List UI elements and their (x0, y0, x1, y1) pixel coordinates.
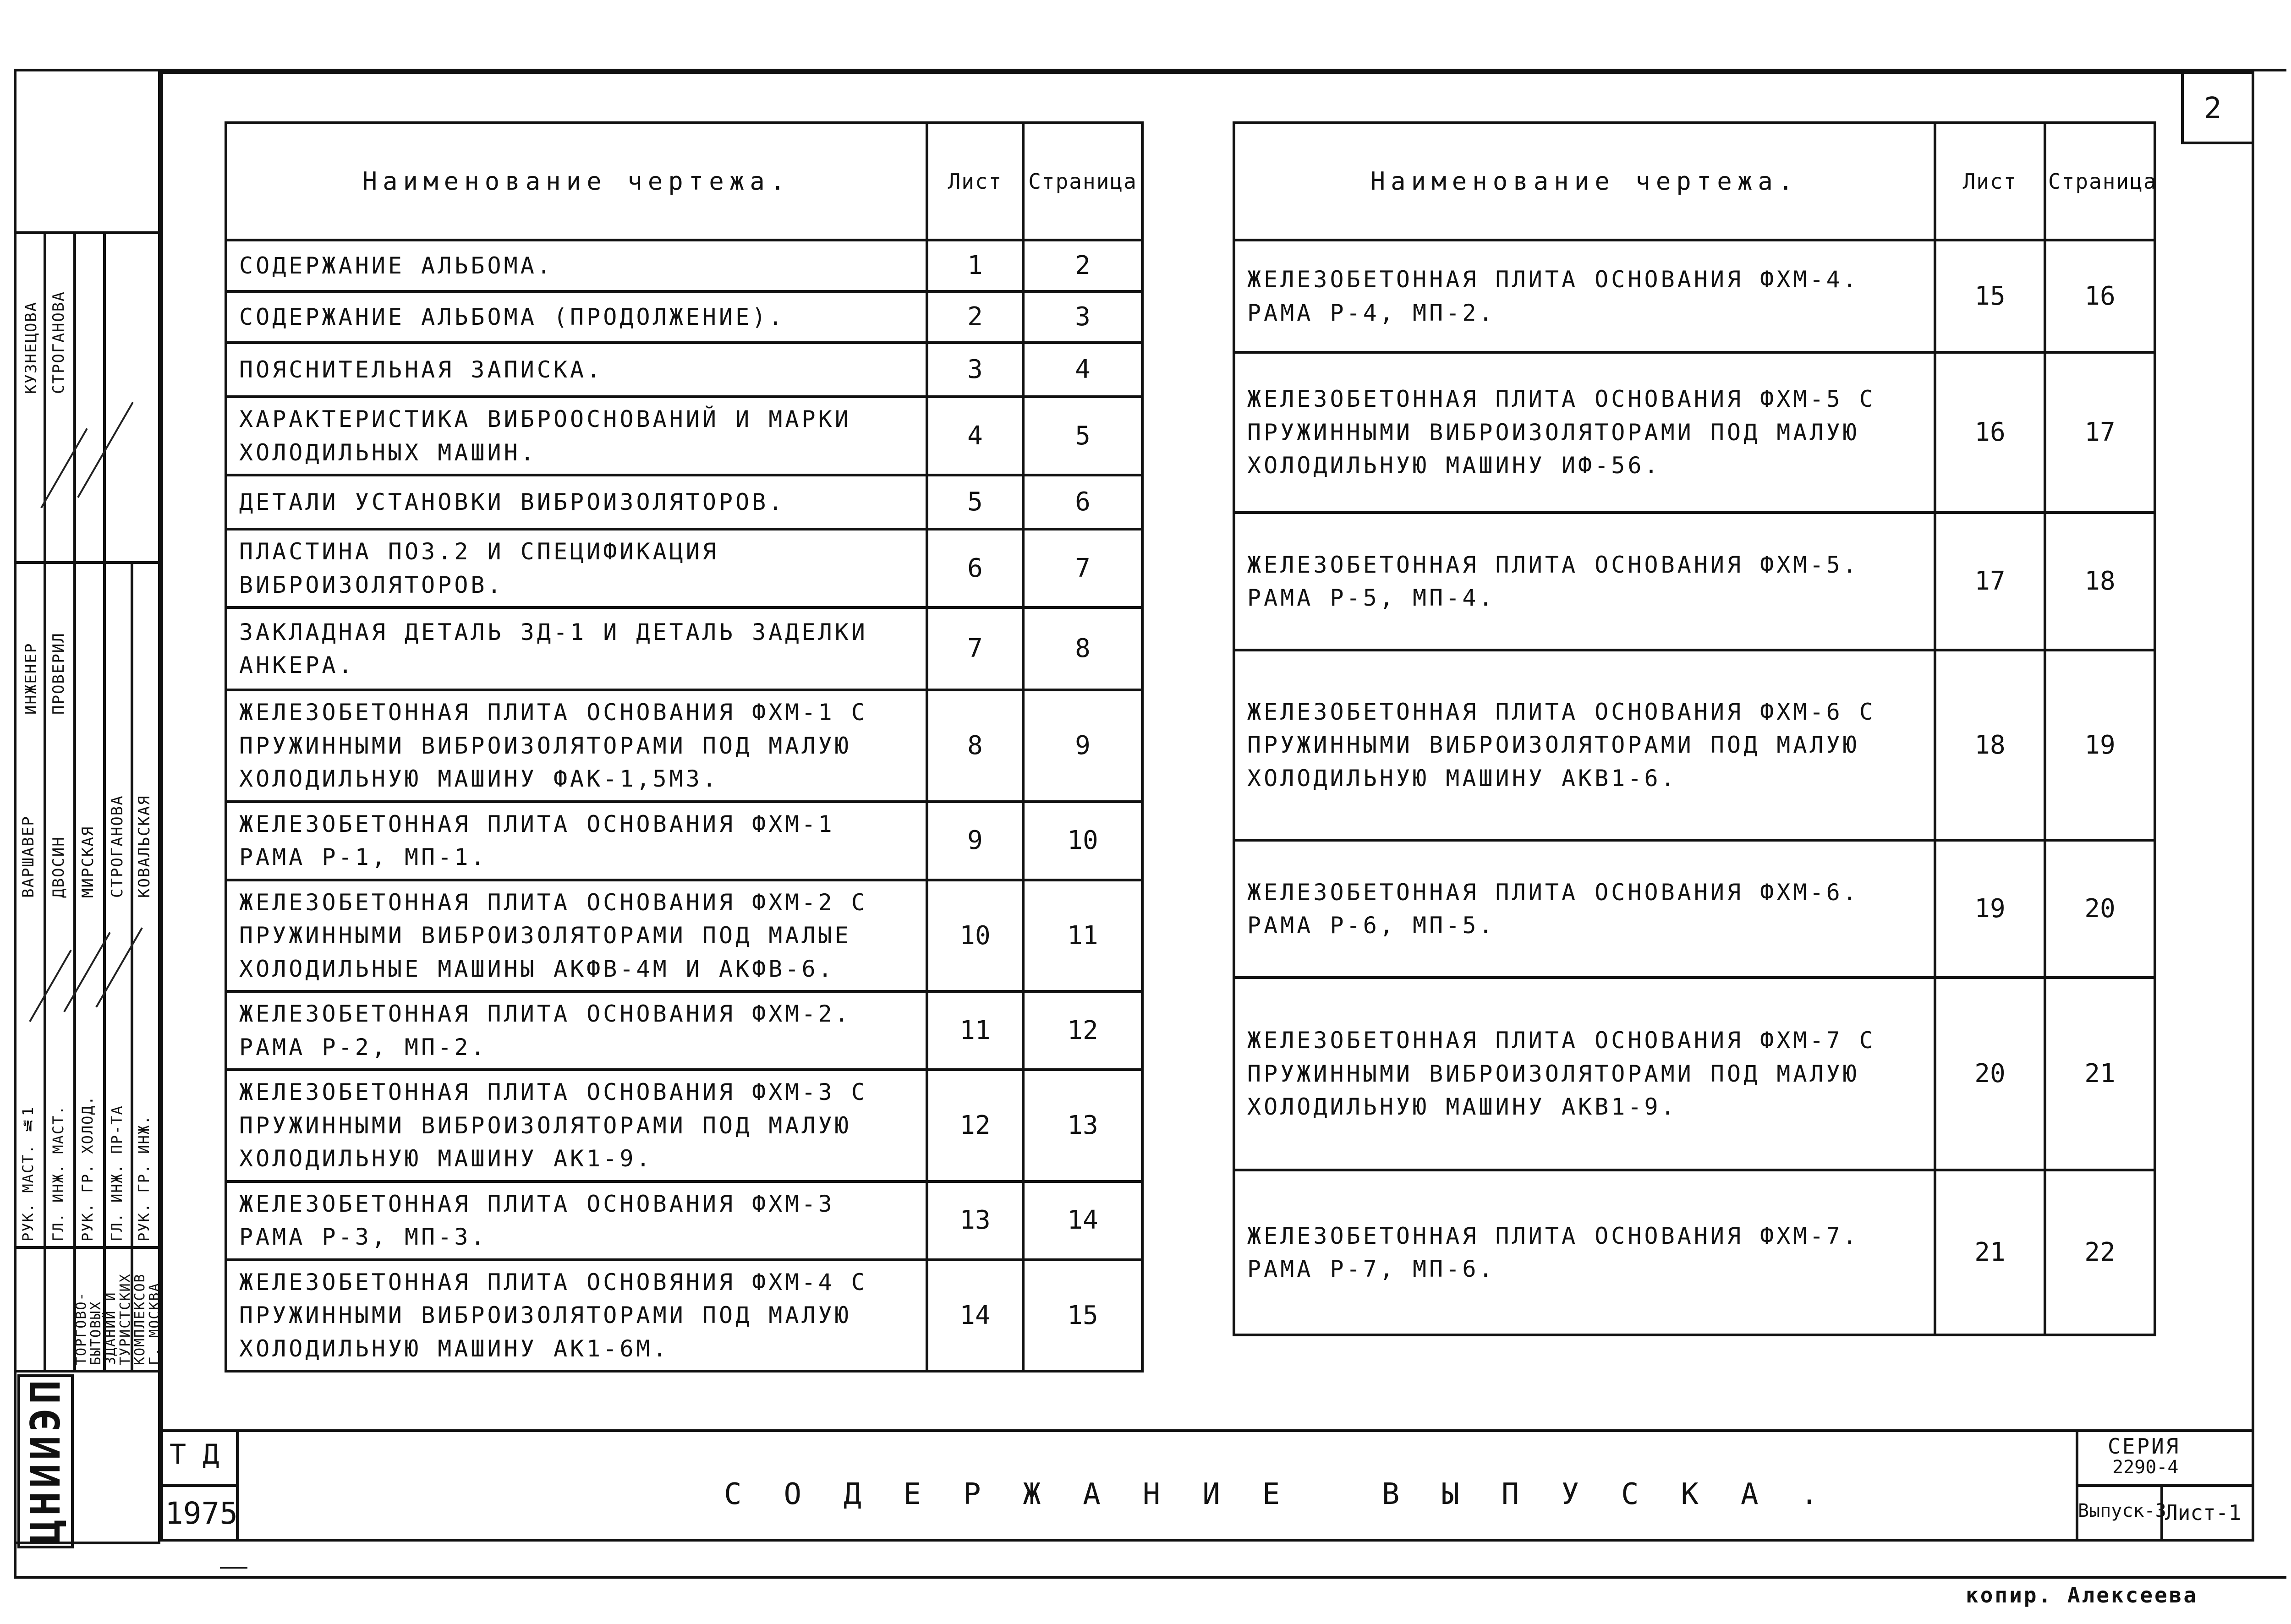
row-name: ЖЕЛЕЗОБЕТОННАЯ ПЛИТА ОСНОВАНИЯ ФХМ-2. РАМА Р-2, МП-2. (226, 991, 927, 1070)
table-row (226, 1260, 1142, 1372)
table-row (226, 529, 1142, 607)
row-page: 21 (2045, 978, 2155, 1170)
row-sheet: 4 (927, 397, 1023, 475)
sheet-label: Лист-1 (2165, 1500, 2242, 1525)
row-page: 5 (1023, 397, 1142, 475)
row-sheet: 12 (927, 1070, 1023, 1181)
row-sheet: 19 (1935, 840, 2045, 978)
table-header-row (226, 123, 1142, 240)
org-line-1: ТОРГОВО- (73, 1291, 89, 1365)
row-sheet: 18 (1935, 650, 2045, 840)
stamp-upper-name-1: КУЗНЕЦОВА (22, 301, 40, 394)
header-name: Наименование чертежа. (1234, 123, 1935, 240)
stamp-name-1: ВАРШАВЕР (19, 815, 38, 898)
drawing-title: СОДЕРЖАНИЕ ВЫПУСКА. (724, 1477, 1861, 1511)
stamp-sep-upper (14, 231, 160, 234)
td-label: Т Д (170, 1438, 219, 1471)
table-row (226, 1181, 1142, 1260)
stamp-name-3: МИРСКАЯ (79, 826, 97, 898)
stamp-col-4 (131, 561, 133, 1370)
stamp-role-2: ГЛ. ИНЖ. МАСТ. (49, 1105, 67, 1241)
year: 1975 (165, 1496, 238, 1531)
row-sheet: 2 (927, 291, 1023, 343)
series-label: СЕРИЯ (2108, 1434, 2181, 1459)
table-row (226, 880, 1142, 992)
row-sheet: 17 (1935, 513, 2045, 650)
stamp-sep-lower (14, 1246, 160, 1249)
title-block-top (160, 1429, 2254, 1432)
copy-note: копир. Алексеева (1966, 1583, 2198, 1608)
org-line-3: ЗДАНИЙ И (103, 1291, 119, 1365)
row-name: ЖЕЛЕЗОБЕТОННАЯ ПЛИТА ОСНОВАНИЯ ФХМ-1 РАМА Р-1, МП-1. (226, 802, 927, 880)
table-header-row (1234, 123, 2155, 240)
row-name: ЖЕЛЕЗОБЕТОННАЯ ПЛИТА ОСНОВАНИЯ ФХМ-1 С ПРУЖИННЫМИ ВИБРОИЗОЛЯТОРАМИ ПОД МАЛУЮ ХОЛОДИЛЬНУЮ МАШИНУ ФАК-1,5М3. (226, 690, 927, 802)
table-row (1234, 1170, 2155, 1335)
row-sheet: 9 (927, 802, 1023, 880)
row-sheet: 1 (927, 240, 1023, 291)
row-name: ЖЕЛЕЗОБЕТОННАЯ ПЛИТА ОСНОВАНИЯ ФХМ-3 РАМА Р-3, МП-3. (226, 1181, 927, 1260)
stamp-role-5: РУК. ГР. ИНЖ. (135, 1115, 153, 1241)
row-page: 10 (1023, 802, 1142, 880)
row-name: ЖЕЛЕЗОБЕТОННАЯ ПЛИТА ОСНОВЯНИЯ ФХМ-4 С ПРУЖИННЫМИ ВИБРОИЗОЛЯТОРАМИ ПОД МАЛУЮ ХОЛОДИЛЬНУЮ МАШИНУ АК1-6М. (226, 1260, 927, 1372)
stamp-name-4: СТРОГАНОВА (108, 795, 126, 898)
row-page: 16 (2045, 240, 2155, 352)
stamp-upper-role-2: ПРОВЕРИЛ (49, 632, 68, 715)
table-row (226, 991, 1142, 1070)
table-row (1234, 978, 2155, 1170)
row-sheet: 10 (927, 880, 1023, 992)
row-sheet: 8 (927, 690, 1023, 802)
row-page: 11 (1023, 880, 1142, 992)
row-name: ПЛАСТИНА ПОЗ.2 И СПЕЦИФИКАЦИЯ ВИБРОИЗОЛЯТОРОВ. (226, 529, 927, 607)
series-value: 2290-4 (2112, 1457, 2179, 1478)
header-page: Страница (2045, 123, 2155, 240)
row-page: 9 (1023, 690, 1142, 802)
stamp-role-4: ГЛ. ИНЖ. ПР-ТА (108, 1105, 126, 1241)
stamp-upper-name-2: СТРОГАНОВА (49, 291, 68, 394)
sheet-number: 2 (2204, 92, 2222, 126)
row-name: ХАРАКТЕРИСТИКА ВИБРООСНОВАНИЙ И МАРКИ ХОЛОДИЛЬНЫХ МАШИН. (226, 397, 927, 475)
row-sheet: 16 (1935, 352, 2045, 513)
table-row (1234, 513, 2155, 650)
title-block-mid-left (160, 1484, 238, 1487)
stamp-role-3: РУК. ГР. ХОЛОД. (79, 1095, 96, 1241)
row-page: 15 (1023, 1260, 1142, 1372)
stamp-name-2: ДВОСИН (49, 836, 68, 898)
table-row (226, 802, 1142, 880)
signature-5 (95, 927, 143, 1007)
org-line-6: Г. МОСКВА (147, 1282, 163, 1365)
header-name: Наименование чертежа. (226, 123, 927, 240)
row-sheet: 3 (927, 343, 1023, 397)
org-line-5: КОМПЛЕКСОВ (132, 1273, 148, 1365)
table-row (226, 607, 1142, 690)
table-row (226, 690, 1142, 802)
row-sheet: 11 (927, 991, 1023, 1070)
title-block-mid-right (2076, 1484, 2254, 1487)
table-row (1234, 240, 2155, 352)
stamp-col-3 (103, 231, 106, 1370)
row-name: СОДЕРЖАНИЕ АЛЬБОМА (ПРОДОЛЖЕНИЕ). (226, 291, 927, 343)
org-logo: ЦНИИЭП (17, 1374, 74, 1548)
table-row (1234, 840, 2155, 978)
signature-1 (40, 428, 88, 508)
row-page: 19 (2045, 650, 2155, 840)
table-row (226, 475, 1142, 529)
table-row (226, 397, 1142, 475)
row-name: ЖЕЛЕЗОБЕТОННАЯ ПЛИТА ОСНОВАНИЯ ФХМ-5 С ПРУЖИННЫМИ ВИБРОИЗОЛЯТОРАМИ ПОД МАЛУЮ ХОЛОДИЛЬНУЮ МАШИНУ ИФ-56. (1234, 352, 1935, 513)
row-page: 14 (1023, 1181, 1142, 1260)
row-page: 17 (2045, 352, 2155, 513)
issue-label: Выпуск-3 (2078, 1500, 2166, 1521)
table-row (1234, 352, 2155, 513)
row-sheet: 7 (927, 607, 1023, 690)
stamp-upper-role-1: ИНЖЕНЕР (22, 642, 40, 715)
row-sheet: 15 (1935, 240, 2045, 352)
row-page: 8 (1023, 607, 1142, 690)
stamp-sep-logo (14, 1370, 160, 1372)
row-page: 22 (2045, 1170, 2155, 1335)
table-row (226, 240, 1142, 291)
row-name: ЖЕЛЕЗОБЕТОННАЯ ПЛИТА ОСНОВАНИЯ ФХМ-7. РАМА Р-7, МП-6. (1234, 1170, 1935, 1335)
header-sheet: Лист (1935, 123, 2045, 240)
row-name: ЗАКЛАДНАЯ ДЕТАЛЬ ЗД-1 И ДЕТАЛЬ ЗАДЕЛКИ АНКЕРА. (226, 607, 927, 690)
row-page: 13 (1023, 1070, 1142, 1181)
row-sheet: 20 (1935, 978, 2045, 1170)
row-page: 3 (1023, 291, 1142, 343)
row-page: 4 (1023, 343, 1142, 397)
stamp-sep-mid (14, 561, 160, 564)
left-border (14, 69, 16, 1576)
copy-underline (220, 1567, 247, 1569)
stamp-col-1 (44, 231, 46, 1370)
row-page: 2 (1023, 240, 1142, 291)
row-name: ЖЕЛЕЗОБЕТОННАЯ ПЛИТА ОСНОВАНИЯ ФХМ-3 С ПРУЖИННЫМИ ВИБРОИЗОЛЯТОРАМИ ПОД МАЛУЮ ХОЛОДИЛЬНУЮ МАШИНУ АК1-9. (226, 1070, 927, 1181)
table-row (226, 1070, 1142, 1181)
row-page: 6 (1023, 475, 1142, 529)
row-name: ЖЕЛЕЗОБЕТОННАЯ ПЛИТА ОСНОВАНИЯ ФХМ-6. РАМА Р-6, МП-5. (1234, 840, 1935, 978)
row-sheet: 6 (927, 529, 1023, 607)
row-sheet: 13 (927, 1181, 1023, 1260)
stamp-col-2 (73, 231, 76, 1370)
row-name: ПОЯСНИТЕЛЬНАЯ ЗАПИСКА. (226, 343, 927, 397)
row-page: 18 (2045, 513, 2155, 650)
header-page: Страница (1023, 123, 1142, 240)
row-name: СОДЕРЖАНИЕ АЛЬБОМА. (226, 240, 927, 291)
row-sheet: 21 (1935, 1170, 2045, 1335)
row-name: ЖЕЛЕЗОБЕТОННАЯ ПЛИТА ОСНОВАНИЯ ФХМ-4. РАМА Р-4, МП-2. (1234, 240, 1935, 352)
table-row (226, 291, 1142, 343)
right-contents-table (1233, 121, 2156, 1336)
row-name: ЖЕЛЕЗОБЕТОННАЯ ПЛИТА ОСНОВАНИЯ ФХМ-5. РАМА Р-5, МП-4. (1234, 513, 1935, 650)
row-name: ЖЕЛЕЗОБЕТОННАЯ ПЛИТА ОСНОВАНИЯ ФХМ-2 С ПРУЖИННЫМИ ВИБРОИЗОЛЯТОРАМИ ПОД МАЛЫЕ ХОЛОДИЛЬНЫЕ МАШИНЫ АКФВ-4М И АКФВ-6. (226, 880, 927, 992)
bottom-border (14, 1576, 2286, 1579)
row-name: ЖЕЛЕЗОБЕТОННАЯ ПЛИТА ОСНОВАНИЯ ФХМ-6 С ПРУЖИННЫМИ ВИБРОИЗОЛЯТОРАМИ ПОД МАЛУЮ ХОЛОДИЛЬНУЮ МАШИНУ АКВ1-6. (1234, 650, 1935, 840)
stamp-role-1: РУК. МАСТ. №1 (19, 1106, 37, 1241)
row-name: ЖЕЛЕЗОБЕТОННАЯ ПЛИТА ОСНОВАНИЯ ФХМ-7 С ПРУЖИННЫМИ ВИБРОИЗОЛЯТОРАМИ ПОД МАЛУЮ ХОЛОДИЛЬНУЮ МАШИНУ АКВ1-9. (1234, 978, 1935, 1170)
row-page: 7 (1023, 529, 1142, 607)
row-sheet: 14 (927, 1260, 1023, 1372)
row-page: 20 (2045, 840, 2155, 978)
org-line-2: БЫТОВЫХ (88, 1301, 104, 1365)
left-contents-table (225, 121, 1144, 1372)
row-name: ДЕТАЛИ УСТАНОВКИ ВИБРОИЗОЛЯТОРОВ. (226, 475, 927, 529)
org-line-4: ТУРИСТСКИХ (117, 1273, 133, 1365)
table-row (1234, 650, 2155, 840)
row-sheet: 5 (927, 475, 1023, 529)
stamp-name-5: КОВАЛЬСКАЯ (135, 795, 153, 898)
table-row (226, 343, 1142, 397)
header-sheet: Лист (927, 123, 1023, 240)
row-page: 12 (1023, 991, 1142, 1070)
